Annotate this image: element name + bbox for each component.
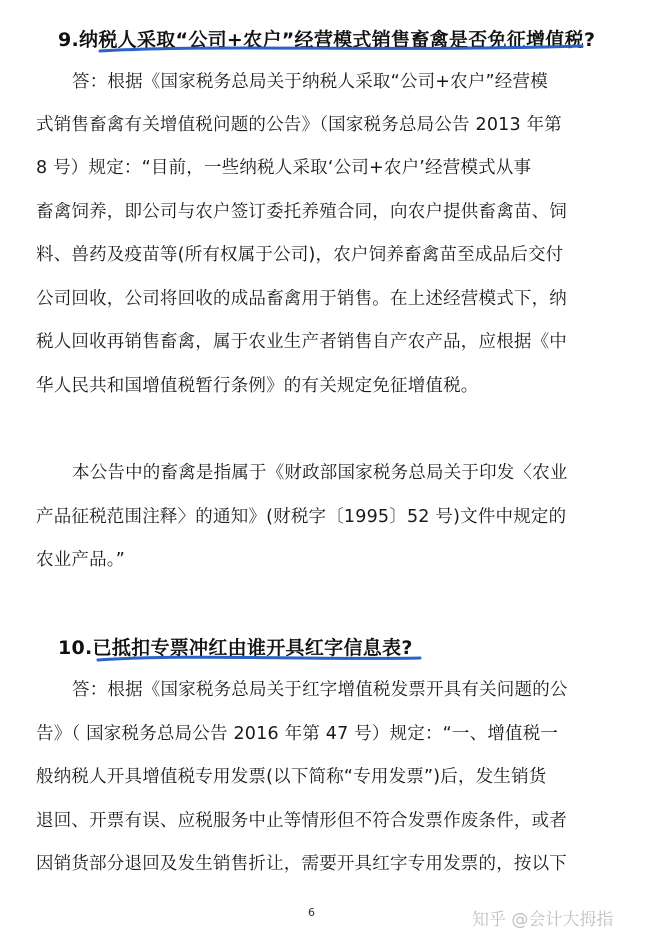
section-9-heading: 9.纳税人采取“公司+农户”经营模式销售畜禽是否免征增值税? [58,29,596,51]
section-9-line: 畜禽饲养，即公司与农户签订委托养殖合同，向农户提供畜禽苗、饲 [36,202,567,222]
watermark: 知乎 @会计大拇指 [472,910,614,930]
section-9-line: 华人民共和国增值税暂行条例》的有关规定免征增值税。 [36,376,479,396]
section-9-line: 税人回收再销售畜禽，属于农业生产者销售自产农产品，应根据《中 [36,332,567,352]
section-9-line: 式销售畜禽有关增值税问题的公告》（国家税务总局公告 2013 年第 [36,115,563,135]
section-9-line: 本公告中的畜禽是指属于《财政部国家税务总局关于印发〈农业 [72,463,568,483]
section-10-line: 退回、开票有误、应税服务中止等情形但不符合发票作废条件，或者 [36,811,567,831]
section-9-line: 产品征税范围注释〉的通知》(财税字〔1995〕52 号)文件中规定的 [36,507,567,527]
section-10-line: 因销货部分退回及发生销售折让，需要开具红字专用发票的，按以下 [36,854,567,874]
section-9-line: 答：根据《国家税务总局关于纳税人采取“公司+农户”经营模 [72,72,548,92]
page-number: 6 [308,906,315,919]
section-9-line: 农业产品。” [36,550,126,570]
section-10-heading: 10.已抵扣专票冲红由谁开具红字信息表? [58,637,413,659]
section-10-line: 告》（ 国家税务总局公告 2016 年第 47 号）规定：“一、增值税一 [36,724,559,744]
section-10-line: 答：根据《国家税务总局关于红字增值税发票开具有关问题的公 [72,680,568,700]
section-10-line: 般纳税人开具增值税专用发票(以下简称“专用发票”)后，发生销货 [36,767,547,787]
section-9-line: 8 号）规定：“目前，一些纳税人采取‘公司+农户’经营模式从事 [36,158,532,178]
section-9-line: 料、兽药及疫苗等(所有权属于公司)，农户饲养畜禽苗至成品后交付 [36,245,564,265]
section-9-line: 公司回收，公司将回收的成品畜禽用于销售。在上述经营模式下，纳 [36,289,567,309]
